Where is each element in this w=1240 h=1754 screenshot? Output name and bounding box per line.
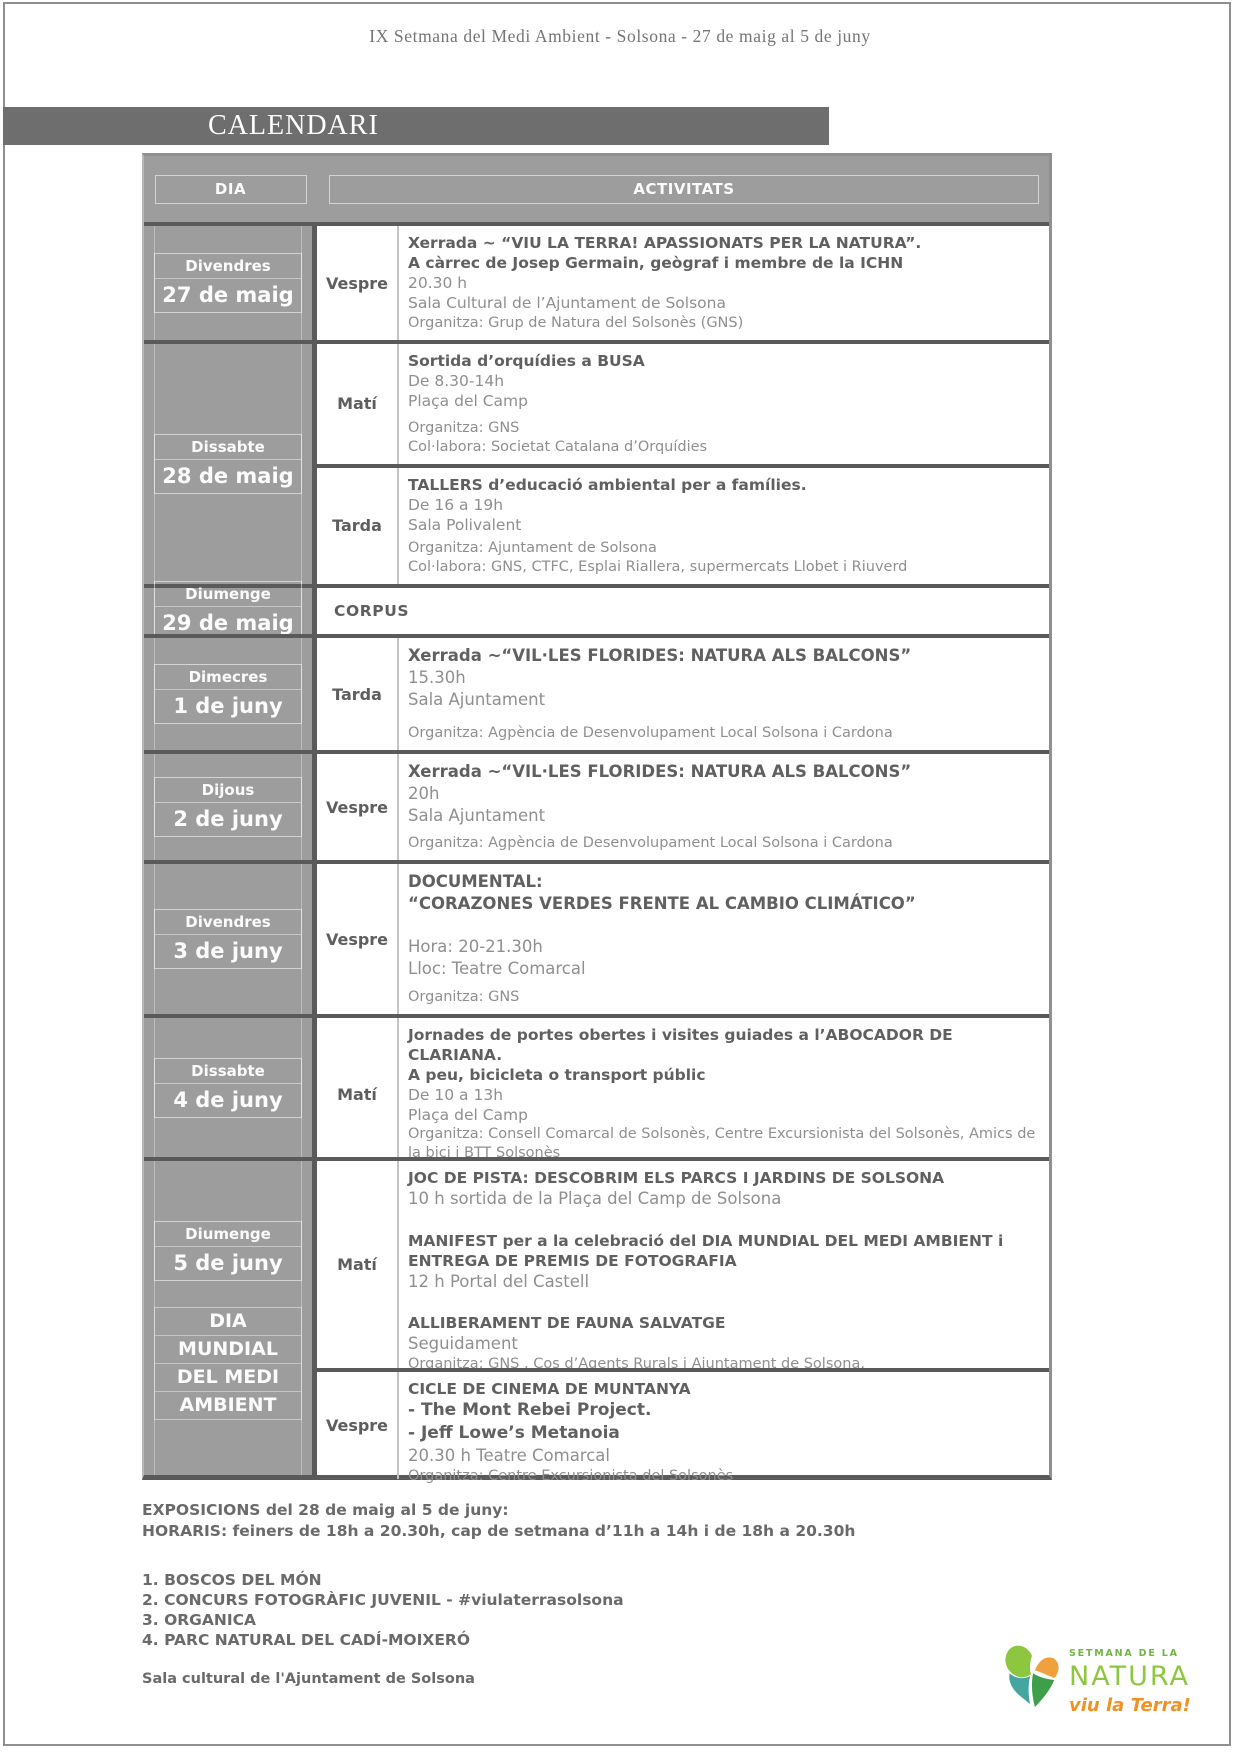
corpus-cell: CORPUS: [334, 602, 410, 620]
logo-text-name: NATURA: [1069, 1661, 1190, 1692]
activity-cell: [399, 754, 1049, 860]
day-cell: [144, 638, 317, 750]
day-date: 5 de juny: [173, 1251, 283, 1275]
organizer-line: Col·labora: Societat Catalana d’Orquídies: [408, 438, 708, 455]
time-cell: Matí: [317, 1018, 399, 1170]
day-cell: [144, 1018, 317, 1157]
activity-cell: [399, 1018, 1049, 1170]
activity-cell: [399, 226, 1049, 340]
day-row-28-maig: [144, 340, 1049, 584]
activity-line: - The Mont Rebei Project.: [408, 1400, 652, 1420]
day-extra-word: DEL MEDI: [155, 1364, 301, 1392]
col-header-dia: DIA: [155, 175, 307, 204]
col-header-activitats: ACTIVITATS: [329, 175, 1039, 204]
day-cell: [144, 864, 317, 1014]
day-row-1-juny: [144, 634, 1049, 750]
activity-line: Jornades de portes obertes i visites guiades a l’ABOCADOR DE CLARIANA.: [408, 1026, 953, 1064]
activity-line: 15.30h: [408, 668, 466, 687]
day-label-box: [154, 1221, 302, 1281]
schedule-entry: [317, 638, 1049, 750]
day-date: 29 de maig: [162, 611, 294, 635]
activity-line: DOCUMENTAL:: [408, 872, 543, 891]
table-header-dia-segment: [144, 175, 317, 204]
activity-line: JOC DE PISTA: DESCOBRIM ELS PARCS I JARDINS DE SOLSONA: [408, 1169, 945, 1187]
organizer-line: Organitza: Consell Comarcal de Solsonès, Centre Excursionista del Solsonès, Amics de la bici i BTT Solsonès: [408, 1126, 1036, 1161]
exposition-item: 4. PARC NATURAL DEL CADÍ-MOIXERÓ: [142, 1631, 471, 1649]
day-label-box: [154, 253, 302, 313]
day-cell: [144, 585, 317, 635]
day-extra-word: DIA: [155, 1308, 301, 1336]
day-cell: [144, 754, 317, 860]
activity-cell: [399, 638, 1049, 750]
schedule-entry: [317, 464, 1049, 584]
schedule-entry: [317, 1161, 1049, 1372]
activity-line: Sala Ajuntament: [408, 689, 546, 709]
expositions-title: EXPOSICIONS del 28 de maig al 5 de juny:: [142, 1501, 509, 1519]
schedule-entry: [317, 226, 1049, 340]
day-date: 2 de juny: [173, 807, 283, 831]
day-label-box: [154, 581, 302, 641]
activity-line: Plaça del Camp: [408, 392, 528, 410]
activity-line: 12 h Portal del Castell: [408, 1271, 590, 1291]
activity-line: Sala Ajuntament: [408, 805, 546, 825]
day-label-box: [154, 909, 302, 969]
day-name: Dissabte: [155, 435, 301, 460]
day-extra-word: AMBIENT: [179, 1394, 277, 1416]
day-date: 3 de juny: [173, 939, 283, 963]
activity-line: Lloc: Teatre Comarcal: [408, 958, 586, 978]
time-cell: Vespre: [317, 754, 399, 860]
time-cell: Tarda: [317, 638, 399, 750]
time-cell: Matí: [317, 344, 399, 464]
organizer-line: Organitza: Ajuntament de Solsona: [408, 540, 657, 556]
exposition-item: 2. CONCURS FOTOGRÀFIC JUVENIL - #viulaterrasolsona: [142, 1591, 624, 1609]
day-row-2-juny: [144, 750, 1049, 860]
day-name: Divendres: [155, 910, 301, 935]
activity-line: 20.30 h Teatre Comarcal: [408, 1446, 610, 1465]
day-date: 4 de juny: [173, 1087, 283, 1112]
day-name: Diumenge: [155, 582, 301, 607]
organizer-line: Organitza: Grup de Natura del Solsonès (GNS): [408, 315, 744, 331]
schedule-entry: [317, 754, 1049, 860]
activity-cell: [399, 344, 1049, 464]
activity-line: CICLE DE CINEMA DE MUNTANYA: [408, 1380, 691, 1398]
activity-line: 20h: [408, 784, 440, 803]
day-date: 27 de maig: [162, 283, 294, 307]
activity-line: Xerrada ~ “VIU LA TERRA! APASSIONATS PER LA NATURA”.: [408, 234, 922, 252]
organizer-line: Organitza: GNS: [408, 989, 520, 1005]
activity-line: “CORAZONES VERDES FRENTE AL CAMBIO CLIMÁTICO”: [408, 894, 916, 913]
expositions-list: [142, 1570, 1052, 1650]
activity-line: 20.30 h: [408, 274, 468, 292]
table-header-activitats-segment: [317, 175, 1049, 204]
nature-week-logo: [1003, 1636, 1213, 1731]
activity-line: Plaça del Camp: [408, 1106, 528, 1124]
logo-text-slogan: viu la Terra!: [1069, 1695, 1191, 1716]
day-date: 28 de maig: [162, 464, 294, 488]
calendari-band: [3, 107, 829, 145]
logo-text-top: SETMANA DE LA: [1069, 1648, 1179, 1659]
activity-line: Seguidament: [408, 1334, 518, 1353]
activity-line: ALLIBERAMENT DE FAUNA SALVATGE: [408, 1314, 726, 1332]
schedule-entry: [317, 864, 1049, 1014]
day-date: 1 de juny: [173, 694, 283, 718]
venue-note: Sala cultural de l'Ajuntament de Solsona: [142, 1671, 475, 1687]
organizer-line: Organitza: Agpència de Desenvolupament Local Solsona i Cardona: [408, 835, 893, 851]
activity-cell: [399, 864, 1049, 1014]
organizer-line: Organitza: Centre Excursionista del Solsonès: [408, 1467, 734, 1484]
day-label-box: [154, 777, 302, 837]
activity-line: TALLERS d’educació ambiental per a famílies.: [408, 475, 807, 494]
activity-line: Sala Polivalent: [408, 515, 522, 534]
activity-cell: [399, 468, 1049, 584]
activity-line: MANIFEST per a la celebració del DIA MUNDIAL DEL MEDI AMBIENT i ENTREGA DE PREMIS DE FOTOGRAFIA: [408, 1231, 1004, 1270]
day-name: Diumenge: [155, 1222, 301, 1247]
section-title: CALENDARI: [208, 110, 379, 141]
day-cell: [144, 1161, 317, 1475]
leaf-heart-icon: [1003, 1640, 1061, 1718]
schedule-entry: [317, 1018, 1049, 1170]
organizer-line: Organitza: GNS , Cos d’Agents Rurals i Ajuntament de Solsona.: [408, 1355, 865, 1372]
schedule-entry: [317, 1368, 1049, 1484]
table-header-row: [144, 156, 1049, 222]
footer: [142, 1500, 1052, 1687]
activity-line: Xerrada ~“VIL·LES FLORIDES: NATURA ALS BALCONS”: [408, 646, 912, 665]
activity-line: A càrrec de Josep Germain, geògraf i membre de la ICHN: [408, 254, 904, 272]
calendar-table: [142, 153, 1052, 1484]
day-cell: [144, 344, 317, 584]
time-cell: Vespre: [317, 226, 399, 340]
day-row-27-maig: [144, 222, 1049, 340]
exposition-item: 1. BOSCOS DEL MÓN: [142, 1571, 322, 1589]
day-label-box: [154, 664, 302, 724]
day-name: Dijous: [155, 778, 301, 803]
organizer-line: Organitza: Agpència de Desenvolupament Local Solsona i Cardona: [408, 725, 893, 741]
day-label-box: [154, 1058, 302, 1118]
activity-line: A peu, bicicleta o transport públic: [408, 1066, 706, 1084]
time-cell: Vespre: [317, 864, 399, 1014]
activity-line: De 16 a 19h: [408, 495, 504, 514]
activity-line: 10 h sortida de la Plaça del Camp de Solsona: [408, 1189, 782, 1208]
day-cell: [144, 226, 317, 340]
expositions-schedule: HORARIS: feiners de 18h a 20.30h, cap de setmana d’11h a 14h i de 18h a 20.30h: [142, 1522, 856, 1540]
activity-line: De 8.30-14h: [408, 372, 505, 390]
activity-line: Sala Cultural de l’Ajuntament de Solsona: [408, 294, 726, 312]
day-row-5-juny: [144, 1157, 1049, 1484]
time-cell: Tarda: [317, 468, 399, 584]
activity-line: Xerrada ~“VIL·LES FLORIDES: NATURA ALS BALCONS”: [408, 762, 912, 781]
organizer-line: Organitza: GNS: [408, 419, 520, 436]
day-extra-title: [154, 1307, 302, 1420]
day-row-4-juny: [144, 1014, 1049, 1161]
day-label-box: [154, 434, 302, 494]
activity-line: - Jeff Lowe’s Metanoia: [408, 1423, 620, 1443]
day-row-3-juny: [144, 860, 1049, 1014]
time-cell: Vespre: [317, 1372, 399, 1479]
exposition-item: 3. ORGANICA: [142, 1611, 257, 1629]
activity-line: Sortida d’orquídies a BUSA: [408, 352, 645, 370]
organizer-line: Col·labora: GNS, CTFC, Esplai Riallera, supermercats Llobet i Riuverd: [408, 559, 908, 575]
day-extra-word: MUNDIAL: [155, 1336, 301, 1364]
day-name: Divendres: [155, 254, 301, 279]
day-row-29-maig: [144, 584, 1049, 634]
activity-line: Hora: 20-21.30h: [408, 937, 543, 956]
schedule-entry: [317, 344, 1049, 464]
activity-cell: [399, 1161, 1049, 1372]
day-name: Dimecres: [155, 665, 301, 690]
time-cell: Matí: [317, 1161, 399, 1368]
activity-line: De 10 a 13h: [408, 1086, 504, 1104]
page-header-title: IX Setmana del Medi Ambient - Solsona - 27 de maig al 5 de juny: [369, 26, 871, 46]
day-name: Dissabte: [155, 1059, 301, 1084]
activity-cell: [399, 1372, 1049, 1484]
